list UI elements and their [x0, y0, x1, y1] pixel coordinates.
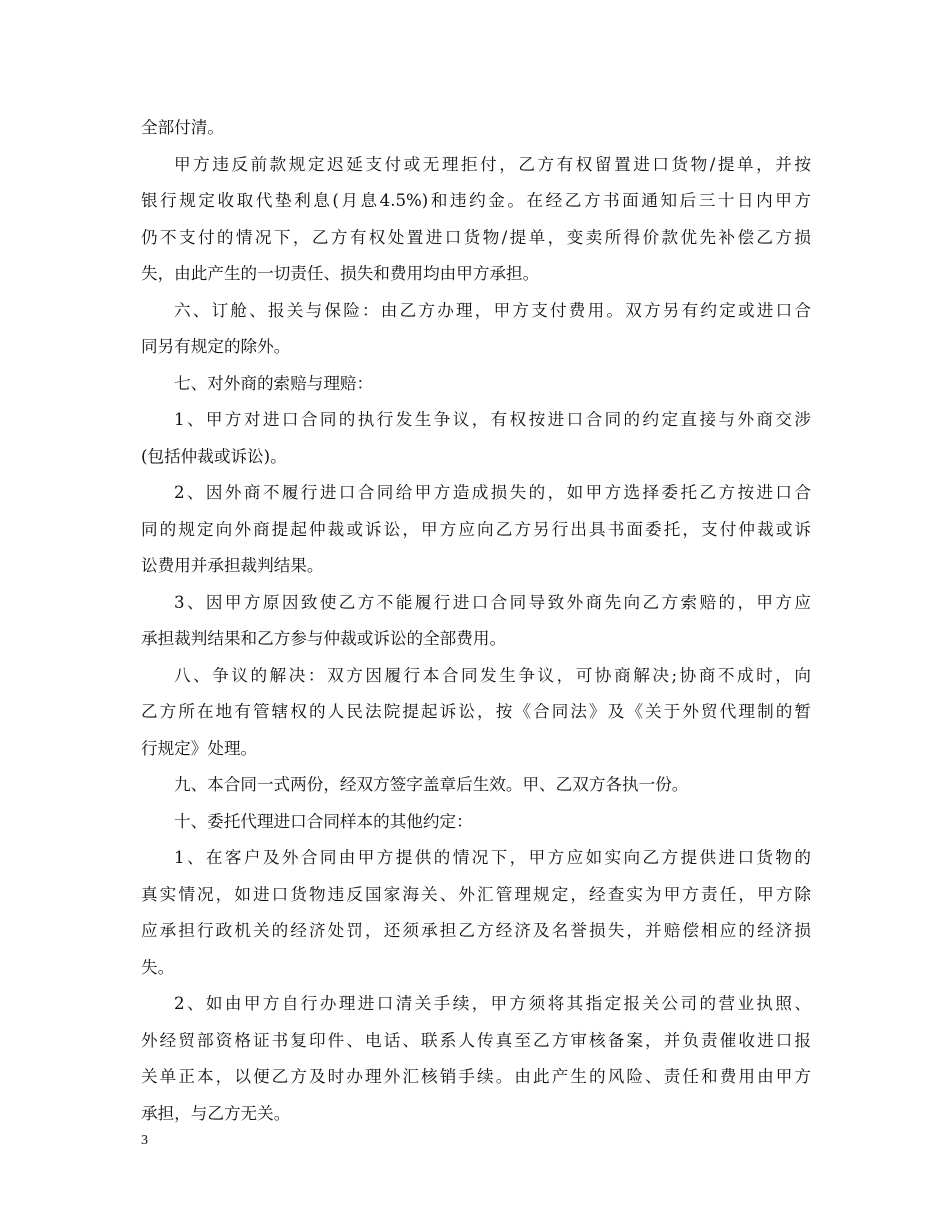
text-line: 失，由此产生的一切责任、损失和费用均由甲方承担。	[141, 264, 540, 283]
text-line: 应承担行政机关的经济处罚，还须承担乙方经济及名誉损失，并赔偿相应的经济损	[141, 921, 811, 940]
text-line: 讼费用并承担裁判结果。	[141, 556, 324, 575]
text-line: 八、争议的解决：双方因履行本合同发生争议，可协商解决;协商不成时，向	[174, 665, 811, 685]
text-line: 失。	[141, 957, 175, 977]
text-line: 九、本合同一式两份，经双方签字盖章后生效。甲、乙双方各执一份。	[174, 775, 689, 794]
text-line: 外经贸部资格证书复印件、电话、联系人传真至乙方审核备案，并负责催收进口报	[141, 1030, 811, 1050]
text-line: 真实情况，如进口货物违反国家海关、外汇管理规定，经查实为甲方责任，甲方除	[141, 884, 811, 904]
text-line: 银行规定收取代垫利息(月息4.5%)和违约金。在经乙方书面通知后三十日内甲方	[141, 191, 811, 210]
text-line: 承担裁判结果和乙方参与仲裁或诉讼的全部费用。	[141, 629, 507, 648]
text-line: 仍不支付的情况下，乙方有权处置进口货物/提单，变卖所得价款优先补偿乙方损	[141, 227, 811, 247]
text-line: 关单正本，以便乙方及时办理外汇核销手续。由此产生的风险、责任和费用由甲方	[141, 1067, 811, 1086]
text-line: 同的规定向外商提起仲裁或诉讼，甲方应向乙方另行出具书面委托，支付仲裁或诉	[141, 519, 811, 539]
text-line: 2、如由甲方自行办理进口清关手续，甲方须将其指定报关公司的营业执照、	[174, 994, 811, 1013]
text-line: 甲方违反前款规定迟延支付或无理拒付，乙方有权留置进口货物/提单，并按	[174, 154, 811, 174]
document-body	[141, 110, 811, 1132]
text-line: 1、甲方对进口合同的执行发生争议，有权按进口合同的约定直接与外商交涉	[174, 410, 811, 429]
text-line: 七、对外商的索赔与理赔：	[174, 373, 374, 393]
text-line: 全部付清。	[141, 118, 224, 137]
text-line: 2、因外商不履行进口合同给甲方造成损失的，如甲方选择委托乙方按进口合	[174, 483, 811, 502]
text-line: 行规定》处理。	[141, 738, 258, 758]
text-line: 1、在客户及外合同由甲方提供的情况下，甲方应如实向乙方提供进口货物的	[174, 848, 811, 867]
text-line: 承担，与乙方无关。	[141, 1103, 291, 1123]
text-line: 六、订舱、报关与保险：由乙方办理，甲方支付费用。双方另有约定或进口合	[174, 300, 811, 320]
text-line: 3、因甲方原因致使乙方不能履行进口合同导致外商先向乙方索赔的，甲方应	[174, 592, 811, 612]
text-line: 十、委托代理进口合同样本的其他约定：	[174, 811, 473, 831]
text-line: 乙方所在地有管辖权的人民法院提起诉讼，按《合同法》及《关于外贸代理制的暂	[141, 702, 811, 721]
page-number: 3	[141, 1133, 148, 1148]
text-line: (包括仲裁或诉讼)。	[141, 446, 287, 466]
text-line: 同另有规定的除外。	[141, 337, 291, 356]
